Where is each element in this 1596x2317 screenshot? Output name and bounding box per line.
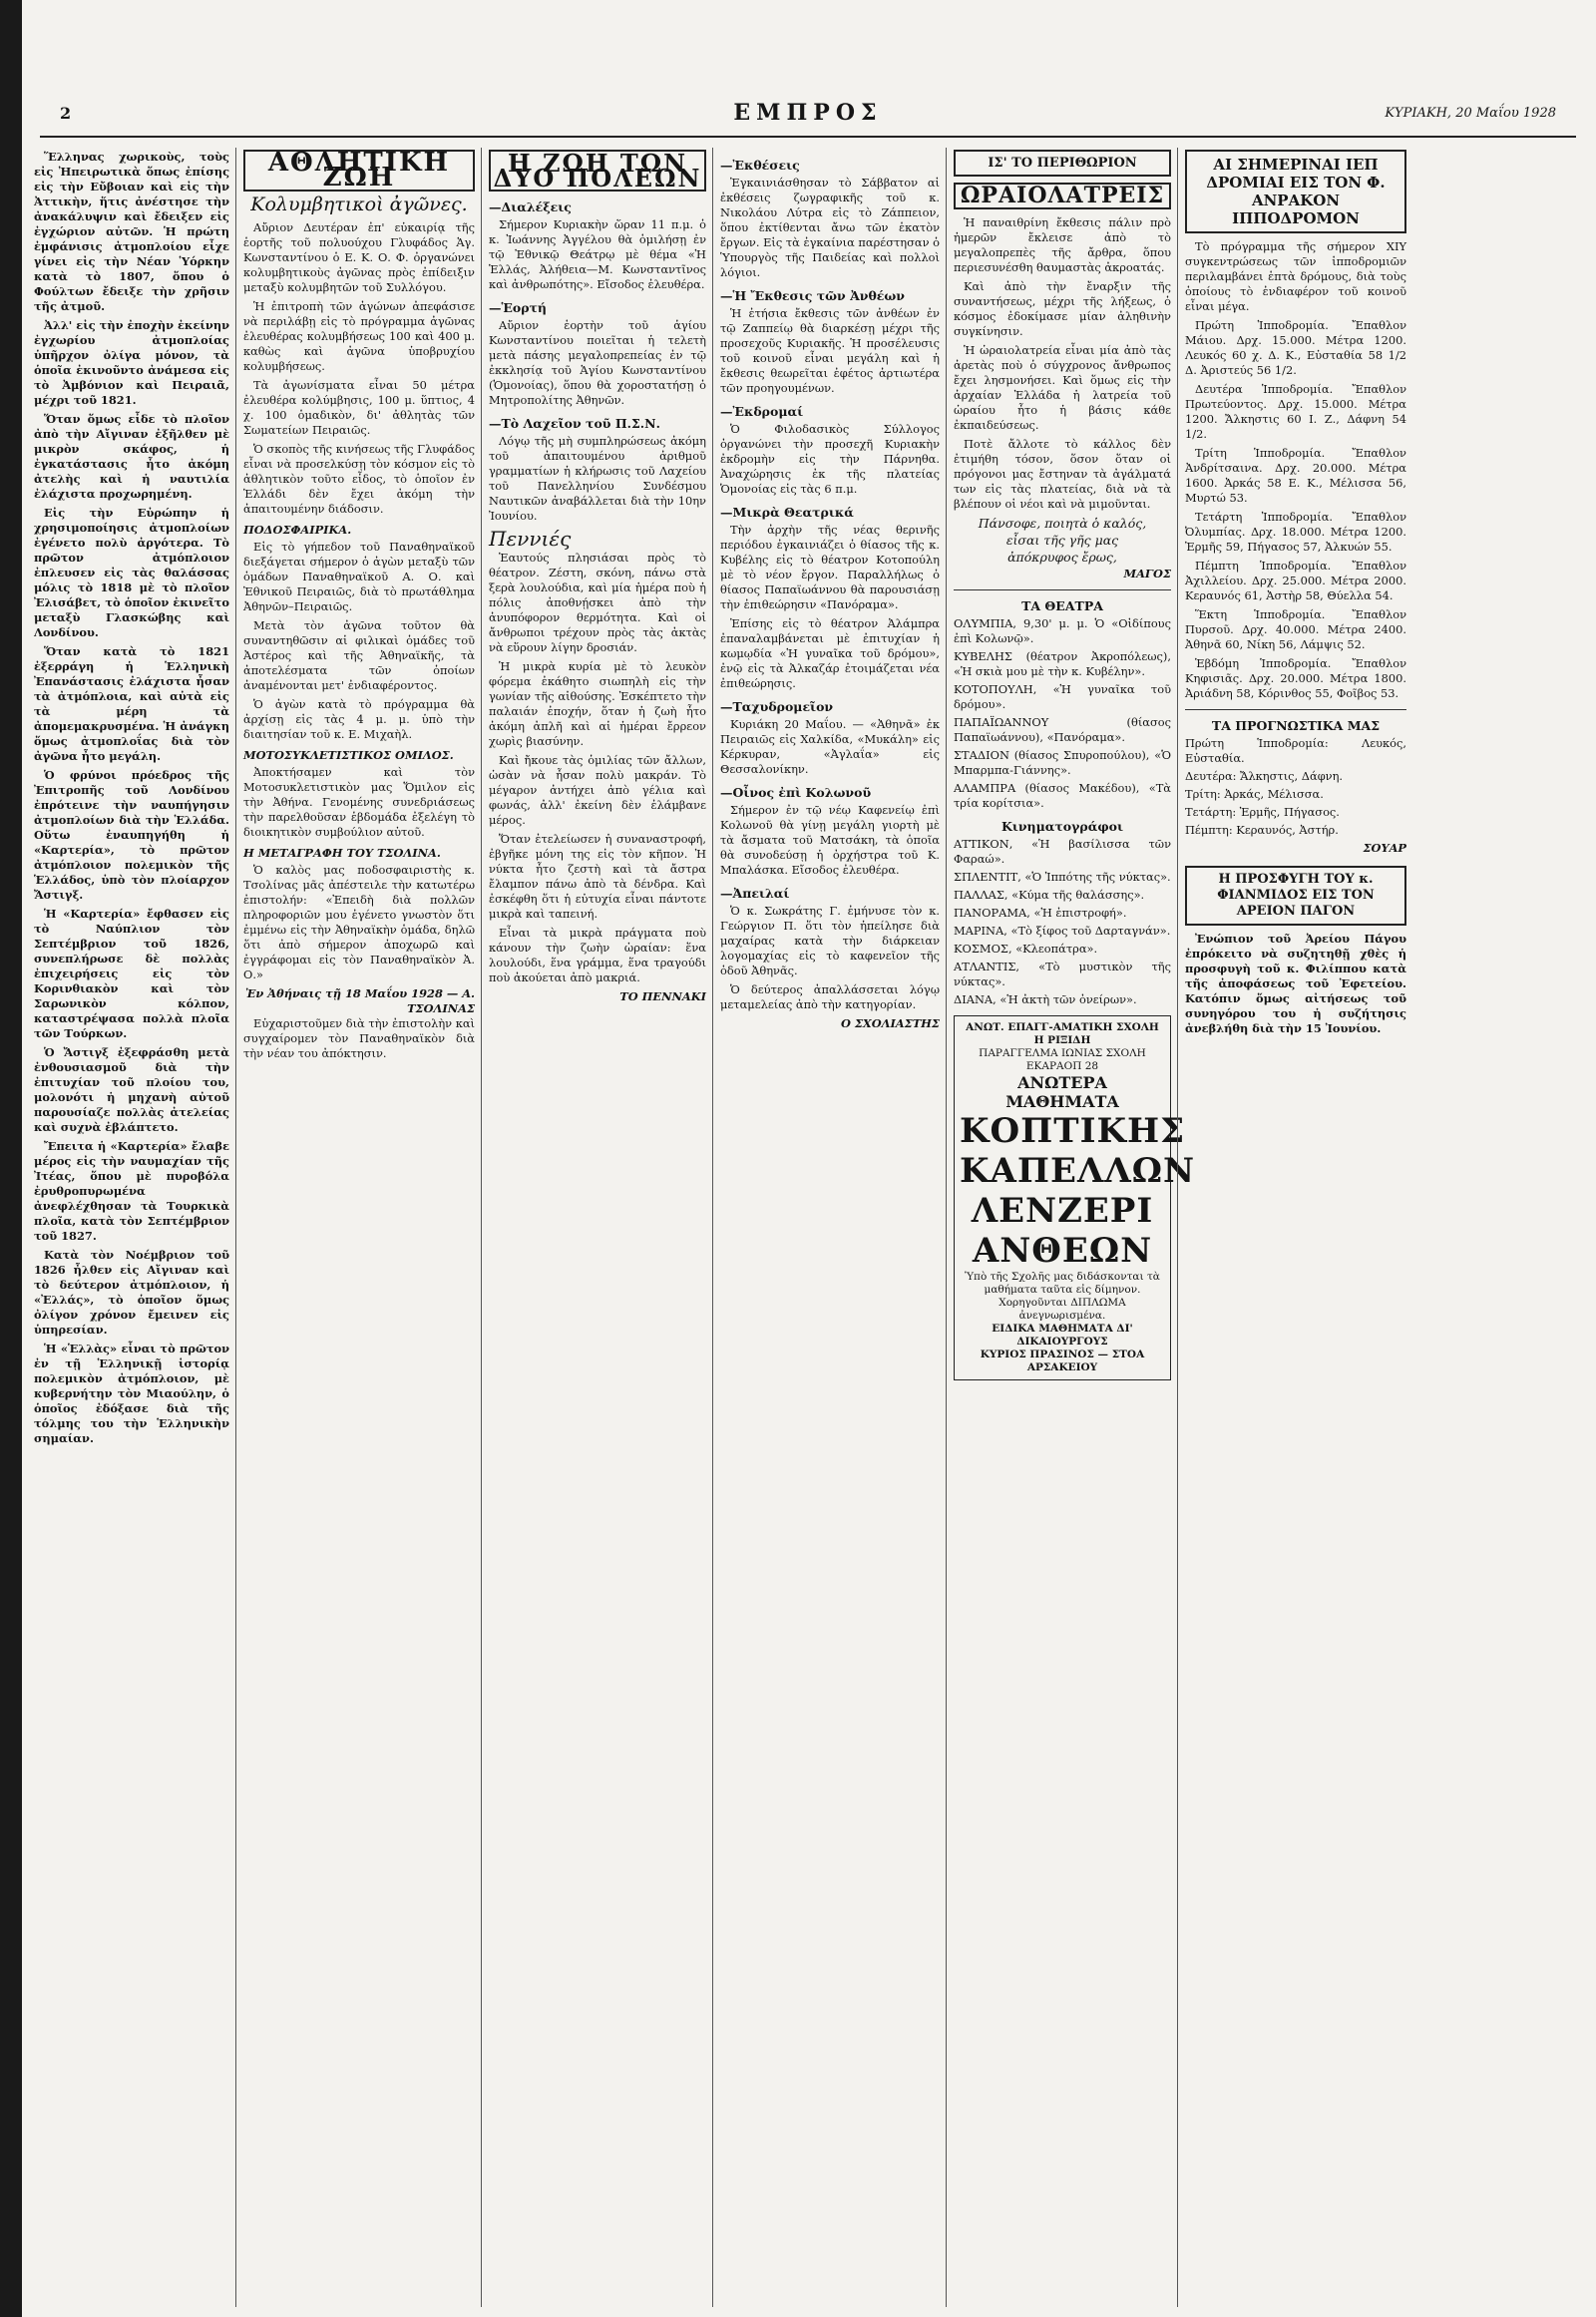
paragraph: Ἀποκτήσαμεν καὶ τὸν Μοτοσυκλετιστικὸν μας Ὅμιλον εἰς τὴν Ἀθήνα. Γενομένης συνεδριάσεως τὴν παρελθοῦσαν ἑβδομάδα ἐξελέγη τὸ διοικητικὸν συμβούλιον αὐτοῦ. xyxy=(243,765,475,839)
cinema-listing: ΔΙΑΝΑ, «Ἡ ἀκτὴ τῶν ὀνείρων». xyxy=(954,992,1137,1006)
paragraph: Εἰς τὸ γήπεδον τοῦ Παναθηναϊκοῦ διεξάγεται σήμερον ὁ ἀγὼν μεταξὺ τῶν ὁμάδων Παναθηναϊκοῦ Α. Ο. καὶ Ἐθνικοῦ Πειραιῶς, διὰ τὸ πρωτάθλημα Ἀθηνῶν–Πειραιῶς. xyxy=(243,540,475,613)
column-3-city-life xyxy=(489,150,706,2307)
signature: ΣΟΥΑΡ xyxy=(1363,841,1406,855)
article-title: ΩΡΑΙΟΛΑΤΡΕΙΣ xyxy=(954,183,1171,209)
heading-threats: —Ἀπειλαί xyxy=(720,886,790,901)
section-heading-margin: ΙΣ' ΤΟ ΠΕΡΙΘΩΡΙΟΝ xyxy=(954,150,1171,177)
theatre-listing: ΚΥΒΕΛΗΣ (θέατρον Ἀκροπόλεως), «Ἡ σκιὰ μου μὲ τὴν κ. Κυβέλην». xyxy=(954,649,1171,678)
heading-feast: —Ἑορτή xyxy=(489,300,548,315)
signature: ΜΑΓΟΣ xyxy=(1123,567,1171,580)
subheading-motorcycle-club: ΜΟΤΟΣΥΚΛΕΤΙΣΤΙΚΟΣ ΟΜΙΛΟΣ. xyxy=(243,748,454,762)
prediction-entry: Τετάρτη: Ἐρμῆς, Πήγασος. xyxy=(1185,805,1340,819)
newspaper-title: ΕΜΠΡΟΣ xyxy=(733,100,883,126)
paragraph: Μετὰ τὸν ἀγῶνα τοῦτον θὰ συναντηθῶσιν αἱ φιλικαὶ ὁμάδες τοῦ Ἀστέρος καὶ τῆς Ἀθηναϊκῆς, τὰ ἀποτελέσματα τῶν ὁποίων ἀναμένονται μετ' ἐνδιαφέροντος. xyxy=(243,618,475,692)
theatre-listing: ΣΤΑΔΙΟΝ (θίασος Σπυροπούλου), «Ὁ Μπαρμπα-Γιάννης». xyxy=(954,748,1171,777)
heading-lectures: —Διαλέξεις xyxy=(489,199,572,214)
theatre-listing: ΑΛΑΜΠΡΑ (θίασος Μακέδου), «Τὰ τρία κορίτσια». xyxy=(954,781,1171,810)
subheading-transfer: Η ΜΕΤΑΓΡΑΦΗ ΤΟΥ ΤΣΟΛΙΝΑ. xyxy=(243,846,441,860)
ad-course-title: ΑΝΘΕΩΝ xyxy=(972,1231,1153,1271)
paragraph: Σήμερον Κυριακὴν ὥραν 11 π.μ. ὁ κ. Ἰωάννης Ἀγγέλου θὰ ὁμιλήσῃ ἐν τῷ Ἐθνικῷ Θεάτρῳ μὲ θέμα «Ἡ Ἑλλάς, Ἀλήθεια—Μ. Κωνσταντῖνος καὶ ἀνθρωπότης». Εἴσοδος ἐλευθέρα. xyxy=(489,217,706,291)
ad-note: ΕΙΔΙΚΑ ΜΑΘΗΜΑΤΑ ΔΙ' ΔΙΚΑΙΟΥΡΓΟΥΣ xyxy=(992,1323,1133,1348)
scan-edge xyxy=(0,0,22,2317)
issue-date: ΚΥΡΙΑΚΗ, 20 Μαΐου 1928 xyxy=(1385,106,1556,121)
paragraph: Ὅταν ἐτελείωσεν ἡ συναναστροφή, ἐβγῆκε μόνη της εἰς τὸν κῆπον. Ἡ νύκτα ἦτο ζεστὴ καὶ τὰ ἄστρα ἔλαμπον πάνω ἀπὸ τὰ δένδρα. Καὶ ἐσκέφθη ὅτι ἡ εὐτυχία εἶναι πάντοτε μικρὰ καὶ ταπεινή. xyxy=(489,832,706,921)
masthead xyxy=(60,100,1556,136)
theatre-listing: ΚΟΤΟΠΟΥΛΗ, «Ἡ γυναῖκα τοῦ δρόμου». xyxy=(954,682,1171,711)
ad-heading: ΑΝΩΤΕΡΑ ΜΑΘΗΜΑΤΑ xyxy=(1005,1073,1119,1111)
article-title: Κολυμβητικοὶ ἀγῶνες. xyxy=(250,193,468,215)
paragraph: Ποτὲ ἄλλοτε τὸ κάλλος δὲν ἐτιμήθη τόσον, ὅσον ὅταν οἱ πρόγονοι μας ἔστηναν τὰ ἀγάλματά των εἰς τὰς πλατείας, διὰ νὰ τὰ βλέπουν οἱ νέοι καὶ νὰ μιμοῦνται. xyxy=(954,437,1171,511)
column-divider xyxy=(481,148,482,2307)
signature: ΤΟ ΠΕΝΝΑΚΙ xyxy=(619,989,706,1003)
heading-post: —Ταχυδρομεῖον xyxy=(720,699,834,714)
paragraph: Λόγῳ τῆς μὴ συμπληρώσεως ἀκόμη τοῦ ἀπαιτουμένου ἀριθμοῦ γραμματίων ἡ κλήρωσις τοῦ Λαχείου τοῦ Πανελληνίου Συνδέσμου Ναυτικῶν ἀναβάλλεται διὰ τὴν 10ην Ἰουνίου. xyxy=(489,434,706,523)
cinema-listing: ΚΟΣΜΟΣ, «Κλεοπάτρα». xyxy=(954,942,1098,956)
column-1-naval-history xyxy=(34,150,229,2307)
section-heading-city-life: Η ΖΩΗ ΤΩΝ ΔΥΟ ΠΟΛΕΩΝ xyxy=(489,150,706,192)
paragraph: Αὔριον ἑορτὴν τοῦ ἁγίου Κωνσταντίνου ποιεῖται ἡ τελετὴ μετὰ πάσης μεγαλοπρεπείας ἐν τῷ ἐκκλησίᾳ τοῦ Ἁγίου Κωνσταντίνου (Ὁμονοίας), ὅπου θὰ χοροστατήσῃ ὁ Μητροπολίτης Ἀθηνῶν. xyxy=(489,318,706,407)
section-heading-athletics: ΑΘΛΗΤΙΚΗ ΖΩΗ xyxy=(243,150,475,192)
heading-lottery: —Τὸ Λαχεῖον τοῦ Π.Σ.Ν. xyxy=(489,416,660,431)
cinema-listing: ΣΠΛΕΝΤΙΤ, «Ὁ Ἱππότης τῆς νύκτας». xyxy=(954,870,1171,884)
paragraph: Ὁ καλὸς μας ποδοσφαιριστὴς κ. Τσολίνας μᾶς ἀπέστειλε τὴν κατωτέρω ἐπιστολήν: «Ἐπειδὴ διὰ πολλῶν πληροφοριῶν μου ἐγένετο γνωστὸν ὅτι ἐμμένω εἰς τὴν Ἀθηναϊκὴν ὁμάδα, δηλῶ ὅτι ἀπὸ σήμερον ἀποχωρῶ καὶ ἐγγράφομαι εἰς τὸν Παναθηναϊκὸν Ἀ. Ο.» xyxy=(243,863,475,981)
paragraph: Ὁ φρύνοι πρόεδρος τῆς Ἐπιτροπῆς τοῦ Λονδίνου ἐπρότεινε τὴν ναυπήγησιν ἀτμοπλοίων διὰ τὴν Ἑλλάδα. Οὕτω ἐναυπηγήθη ἡ «Καρτερία», τὸ πρῶτον ἀτμόπλοιον πολεμικὸν τῆς Ἑλλάδος, ὑπὸ τὸν πλοίαρχον Ἄστιγξ. xyxy=(34,768,229,902)
paragraph: Ἐπίσης εἰς τὸ θέατρον Ἀλάμπρα ἐπαναλαμβάνεται μὲ ἐπιτυχίαν ἡ κωμῳδία «Ἡ γυναῖκα τοῦ δρόμου», ἐνῷ εἰς τὰ Ἀλκαζάρ ἐτοιμάζεται νέα ἐπιθεώρησις. xyxy=(720,616,940,690)
paragraph: Εἰς τὴν Εὐρώπην ἡ χρησιμοποίησις ἀτμοπλοίων ἐγένετο πολὺ ἀργότερα. Τὸ πρῶτον ἀτμόπλοιον ἐπλευσεν εἰς τὰς θαλάσσας μόλις τὸ 1818 μὲ τὸ πλοῖον Ἐλισάβετ, τὸ ὁποῖον ἐκινεῖτο μεταξὺ Γλασκώβης καὶ Λονδίνου. xyxy=(34,506,229,639)
paragraph: Καὶ ἀπὸ τὴν ἔναρξιν τῆς συναντήσεως, μέχρι τῆς λήξεως, ὁ κόσμος ἐδοκίμασε μίαν ἀληθινὴν συγκίνησιν. xyxy=(954,279,1171,338)
prediction-entry: Τρίτη: Ἀρκάς, Μέλισσα. xyxy=(1185,787,1324,801)
heading-theatres: ΤΑ ΘΕΑΤΡΑ xyxy=(1021,598,1103,613)
theatre-listing: ΟΛΥΜΠΙΑ, 9,30' μ. μ. Ὁ «Οἰδίπους ἐπὶ Κολωνῷ». xyxy=(954,616,1171,645)
heading-predictions: ΤΑ ΠΡΟΓΝΩΣΤΙΚΑ ΜΑΣ xyxy=(1211,718,1381,733)
column-divider xyxy=(235,148,236,2307)
verse-line: ἀπόκρυφος ἔρως, xyxy=(1007,550,1117,565)
race-entry: Τετάρτη Ἱπποδρομία. Ἔπαθλον Ὀλυμπίας. Δρχ. 18.000. Μέτρα 1200. Ἐρμῆς 59, Πήγασος 57, Ἀλκυών 55. xyxy=(1185,510,1406,554)
paragraph: Ὁ Φιλοδασικὸς Σύλλογος ὀργανώνει τὴν προσεχῆ Κυριακὴν ἐκδρομὴν εἰς τὴν Πάρνηθα. Ἀναχώρησις ἐκ τῆς πλατείας Ὁμονοίας εἰς τὰς 6 π.μ. xyxy=(720,422,940,496)
column-4-news xyxy=(720,150,940,2307)
section-heading-races: ΑΙ ΣΗΜΕΡΙΝΑΙ ΙΕΠ ΔΡΟΜΙΑΙ ΕΙΣ ΤΟΝ Φ. ΑΝΡΑΚΟΝ ΙΠΠΟΔΡΟΜΟΝ xyxy=(1185,150,1406,233)
cinema-listing: ΑΤΛΑΝΤΙΣ, «Τὸ μυστικὸν τῆς νύκτας». xyxy=(954,960,1171,988)
column-6-horse-racing xyxy=(1185,150,1406,2307)
paragraph: Τὸ πρόγραμμα τῆς σήμερον ΧΙΥ συγκεντρώσεως τῶν ἱπποδρομιῶν περιλαμβάνει ἑπτὰ δρόμους, διὰ τοὺς ὁποίους τὸ ἐνδιαφέρον τοῦ κοινοῦ εἶναι μέγα. xyxy=(1185,239,1406,313)
paragraph: Ἡ «Καρτερία» ἔφθασεν εἰς τὸ Ναύπλιον τὸν Σεπτέμβριον τοῦ 1826, συνεπλήρωσε δὲ πολλὰς ἐπιχειρήσεις εἰς τὸν Κορινθιακὸν καὶ τὸν Σαρωνικὸν κόλπον, καταστρέψασα πολλὰ πλοῖα τῶν Τούρκων. xyxy=(34,907,229,1040)
paragraph: Ἡ ἐπιτροπὴ τῶν ἀγώνων ἀπεφάσισε νὰ περιλάβῃ εἰς τὸ πρόγραμμα ἀγῶνας ἐλευθέρας κολυμβήσεως 100 καὶ 400 μ. καθὼς καὶ ἀγῶνα ὑποβρυχίου κολυμβήσεως. xyxy=(243,299,475,373)
letter-signature: Ἐν Ἀθήναις τῇ 18 Μαΐου 1928 — Α. ΤΣΟΛΙΝΑΣ xyxy=(244,986,475,1015)
paragraph: Ὁ κ. Σωκράτης Γ. ἐμήνυσε τὸν κ. Γεώργιον Π. ὅτι τὸν ἠπείλησε διὰ μαχαίρας κατὰ τὴν διάρκειαν λογομαχίας εἰς τὸ καφενεῖον τῆς ὁδοῦ Ἀθηνᾶς. xyxy=(720,904,940,977)
paragraph: Ἀλλ' εἰς τὴν ἐποχὴν ἐκείνην ἐγχωρίου ἀτμοπλοίας ὑπῆρχον ὀλίγα μόνον, τὰ ὁποῖα ἐκινοῦντο ἀνάμεσα εἰς τὸ Ἀμβόνιον καὶ Πειραιᾶ, μέχρι τοῦ 1821. xyxy=(34,318,229,407)
column-divider xyxy=(1177,148,1178,2307)
race-entry: Πέμπτη Ἱπποδρομία. Ἔπαθλον Ἀχιλλείου. Δρχ. 25.000. Μέτρα 2000. Κεραυνός 61, Ἀστὴρ 58, Θύελλα 54. xyxy=(1185,559,1406,602)
cinema-listing: ΑΤΤΙΚΟΝ, «Ἡ βασίλισσα τῶν Φαραώ». xyxy=(954,837,1171,866)
prediction-entry: Πέμπτη: Κεραυνός, Ἀστήρ. xyxy=(1185,823,1339,837)
heading-cinemas: Κινηματογράφοι xyxy=(1000,819,1124,834)
ad-footer: ΚΥΡΙΟΣ ΠΡΑΣΙΝΟΣ — ΣΤΟΑ ΑΡΣΑΚΕΙΟΥ xyxy=(980,1349,1145,1373)
paragraph: Ὁ ἀγὼν κατὰ τὸ πρόγραμμα θὰ ἀρχίσῃ εἰς τὰς 4 μ. μ. ὑπὸ τὴν διαιτησίαν τοῦ κ. Ε. Μιχαὴλ. xyxy=(243,697,475,741)
theatre-listing: ΠΑΠΑΪΩΑΝΝΟΥ (θίασος Παπαϊωάννου), «Πανόραμα». xyxy=(954,715,1171,744)
paragraph: Καὶ ἤκουε τὰς ὁμιλίας τῶν ἄλλων, ὡσὰν νὰ ἦσαν πολὺ μακράν. Τὸ μέγαρον ἀντήχει ἀπὸ γέλια καὶ φωνάς, ἀλλ' ἐκείνη δὲν ἐλάμβανε μέρος. xyxy=(489,753,706,827)
ad-course-title: ΚΟΠΤΙΚΗΣ xyxy=(960,1111,1186,1151)
race-entry: Τρίτη Ἱπποδρομία. Ἔπαθλον Ἀνδρίτσαινα. Δρχ. 20.000. Μέτρα 1600. Ἀρκάς 58 Ε. Κ., Μέλισσα 56, Μυρτώ 53. xyxy=(1185,446,1406,505)
paragraph: Ἡ παναιθρίνη ἔκθεσις πάλιν πρὸ ἡμερῶν ἔκλεισε ἀπὸ τὸ μεγαλοπρεπὲς τῆς ἄρθρα, ὅπου περιεσυνέσθη θαυμαστὰς ἀκροατάς. xyxy=(954,215,1171,274)
verse-line: εἶσαι τῆς γῆς μας xyxy=(1005,533,1119,548)
heading-exhibitions: —Ἐκθέσεις xyxy=(720,158,800,173)
paragraph: Ἐνώπιον τοῦ Ἀρείου Πάγου ἐπρόκειτο νὰ συζητηθῇ χθὲς ἡ προσφυγὴ τοῦ κ. Φιλίππου κατὰ τῆς ἀποφάσεως τοῦ Ἐφετείου. Κατόπιν ὅμως αἰτήσεως τοῦ συνηγόρου του ἡ συζήτησις ἀνεβλήθη διὰ τὴν 15 Ἰουνίου. xyxy=(1185,932,1406,1035)
race-entry: Ἕκτη Ἱπποδρομία. Ἔπαθλον Πυρσοῦ. Δρχ. 40.000. Μέτρα 2400. Ἀθηνᾶ 60, Νίκη 56, Λάμψις 52. xyxy=(1185,607,1406,651)
ad-address: ΠΑΡΑΓΓΕΛΜΑ ΙΩΝΙΑΣ ΣΧΟΛΗ ΕΚΑΡΑΟΠ 28 xyxy=(979,1047,1146,1072)
column-divider xyxy=(712,148,713,2307)
cinema-listing: ΜΑΡΙΝΑ, «Τὸ ξίφος τοῦ Δαρταγνάν». xyxy=(954,924,1171,938)
column-2-athletics xyxy=(243,150,475,2307)
paragraph: Ἐγκαινιάσθησαν τὸ Σάββατον αἱ ἐκθέσεις ζωγραφικῆς τοῦ κ. Νικολάου Λύτρα εἰς τὸ Ζάππειον, ὅπου ἐκτίθενται ἄνω τῶν ἑκατὸν ἔργων. Εἰς τὰ ἐγκαίνια παρέστησαν ὁ Ὑπουργὸς τῆς Παιδείας καὶ πολλοὶ λόγιοι. xyxy=(720,176,940,279)
heading-wine: —Οἶνος ἐπὶ Κολωνοῦ xyxy=(720,785,872,800)
school-advertisement xyxy=(954,1015,1196,1380)
paragraph: Ἡ «Ἑλλὰς» εἶναι τὸ πρῶτον ἐν τῇ Ἑλληνικῇ ἱστορίᾳ πολεμικὸν ἀτμόπλοιον, μὲ κυβερνήτην τὸν Μιαούλην, ὁ ὁποῖος ἐδόξασε διὰ τῆς τόλμης του τὴν Ἑλληνικὴν σημαίαν. xyxy=(34,1342,229,1445)
paragraph: Εὐχαριστοῦμεν διὰ τὴν ἐπιστολὴν καὶ συγχαίρομεν τὸν Παναθηναϊκὸν διὰ τὴν νέαν του ἀπόκτησιν. xyxy=(243,1016,475,1060)
ad-text: Ὑπὸ τῆς Σχολῆς μας διδάσκονται τὰ μαθήματα ταῦτα εἰς δίμηνον. Χορηγοῦνται ΔΙΠΛΩΜΑ ἀνεγνωρισμένα. xyxy=(965,1271,1160,1322)
paragraph: Ὁ σκοπὸς τῆς κινήσεως τῆς Γλυφάδος εἶναι νὰ προσελκύσῃ τὸν κόσμον εἰς τὸ ἀθλητικὸν τοῦτο εἶδος, τὸ ὁποῖον ἐν Ἑλλάδι δὲν ἔχει ἀκόμη τὴν ἀπαιτουμένην διάδοσιν. xyxy=(243,442,475,516)
paragraph: Κυριάκη 20 Μαΐου. — «Ἀθηνᾶ» ἐκ Πειραιῶς εἰς Χαλκίδα, «Μυκάλη» εἰς Κέρκυραν, «Ἀγλαΐα» εἰς Θεσσαλονίκην. xyxy=(720,717,940,776)
page-number: 2 xyxy=(60,104,72,123)
cinema-listing: ΠΑΛΛΑΣ, «Κύμα τῆς θαλάσσης». xyxy=(954,888,1145,902)
subheading-football: ΠΟΔΟΣΦΑΙΡΙΚΑ. xyxy=(243,523,352,537)
masthead-rule xyxy=(40,136,1576,138)
paragraph: Ὁ Ἄστιγξ ἐξεφράσθη μετὰ ἐνθουσιασμοῦ διὰ τὴν ἐπιτυχίαν τοῦ πλοίου του, μολονότι ἡ μηχανὴ αὐτοῦ παρουσίαζε πολλὰς ἀτελείας καὶ συχνὰ ἐβλάπτετο. xyxy=(34,1045,229,1134)
ad-course-title: ΛΕΝΖΕΡΙ xyxy=(971,1191,1154,1231)
verse-line: Πάνσοφε, ποιητὰ ὁ καλός, xyxy=(978,516,1147,531)
heading-appeal: Η ΠΡΟΣΦΥΓΗ ΤΟΥ κ. ΦΙΑΝΜΙΔΟΣ ΕΙΣ ΤΟΝ ΑΡΕΙΟΝ ΠΑΓΟΝ xyxy=(1185,866,1406,926)
paragraph: Ἔπειτα ἡ «Καρτερία» ἔλαβε μέρος εἰς τὴν ναυμαχίαν τῆς Ἰτέας, ὅπου μὲ πυροβόλα ἐρυθροπυρωμένα ἀνεφλέχθησαν τὰ Τουρκικὰ πλοῖα, κατὰ τὸν Σεπτέμβριον τοῦ 1827. xyxy=(34,1139,229,1243)
paragraph: Κατὰ τὸν Νοέμβριον τοῦ 1826 ἦλθεν εἰς Αἴγιναν καὶ τὸ δεύτερον ἀτμόπλοιον, ἡ «Ἐλλάς», τὸ ὁποῖον ὅμως ὀλίγον χρόνον ἔμεινεν εἰς ὑπηρεσίαν. xyxy=(34,1248,229,1337)
paragraph: Ὅταν κατὰ τὸ 1821 ἐξερράγη ἡ Ἑλληνικὴ Ἐπανάστασις ἐλάχιστα ἦσαν τὰ ἀτμόπλοια, καὶ αὐτὰ εἰς τὰ μέρη τὰ ἀπομεμακρυσμένα. Ἡ ἀνάγκη ὅμως ἀτμοπλοΐας διὰ τὸν ἀγῶνα ἦτο μεγάλη. xyxy=(34,644,229,763)
paragraph: Τὰ ἀγωνίσματα εἶναι 50 μέτρα ἐλευθέρα κολύμβησις, 100 μ. ὕπτιος, 4 χ. 100 ὁμαδικὸν, δι' ἀθλητὰς τῶν Σωματείων Πειραιῶς. xyxy=(243,378,475,437)
paragraph: Ἑαυτούς πλησιάσαι πρὸς τὸ θέατρον. Ζέστη, σκόνη, πάνω στὰ ξερὰ λουλούδια, καὶ μία ἡμέρα ποὺ ἡ πόλις ἀποθνῄσκει ἀπὸ τὴν ἀνυπόφορον θερμότητα. Καὶ οἱ ἄνθρωποι τρέχουν πρὸς τὰς ἀκτὰς νὰ εὕρουν λίγην δροσιάν. xyxy=(489,551,706,654)
paragraph: Ἡ ὡραιολατρεία εἶναι μία ἀπὸ τὰς ἀρετὰς ποὺ ὁ σύγχρονος ἄνθρωπος ἔχει λησμονήσει. Καὶ ὅμως εἰς τὴν ἀρχαίαν Ἑλλάδα ἡ λατρεία τοῦ ὡραίου ἦτο ἡ βάσις κάθε ἐκπαιδεύσεως. xyxy=(954,343,1171,432)
paragraph: Ἡ μικρὰ κυρία μὲ τὸ λευκὸν φόρεμα ἐκάθητο σιωπηλὴ εἰς τὴν γωνίαν τῆς αἰθούσης. Ἐσκέπτετο τὴν παλαιάν ἐποχήν, ὅταν ἡ ζωὴ ἦτο ἀκόμη ἀπλῆ καὶ αἱ ἡμέραι ἔρρεον χωρὶς βιασύνην. xyxy=(489,659,706,748)
heading-theatre-notes: —Μικρὰ Θεατρικά xyxy=(720,505,854,520)
ad-course-title: ΚΑΠΕΛΛΩΝ xyxy=(960,1151,1196,1191)
race-entry: Ἑβδόμη Ἱπποδρομία. Ἔπαθλον Κηφισιᾶς. Δρχ. 20.000. Μέτρα 1800. Ἀριάδνη 58, Κόρινθος 55, Φοῖβος 53. xyxy=(1185,656,1406,700)
ad-school-name: ΑΝΩΤ. ΕΠΑΓΓ-ΑΜΑΤΙΚΗ ΣΧΟΛΗ Η ΡΙΞΙΔΗ xyxy=(966,1021,1159,1046)
paragraph: Τὴν ἀρχὴν τῆς νέας θερινῆς περιόδου ἐγκαινιάζει ὁ θίασος τῆς κ. Κυβέλης εἰς τὸ θέατρον Κοτοπούλη μὲ τὸ νέον ἔργον. Παραλλήλως ὁ θίασος Παπαϊωάννου θὰ παρουσιάσῃ τὴν ἐπιθεώρησιν «Πανόραμα». xyxy=(720,523,940,611)
race-entry: Πρώτη Ἱπποδρομία. Ἔπαθλον Μάιου. Δρχ. 15.000. Μέτρα 1200. Λευκός 60 χ. Δ. Κ., Εὐσταθία 58 1/2 Δ. Ἀριστεύς 56 1/2. xyxy=(1185,318,1406,377)
prediction-entry: Πρώτη Ἱπποδρομία: Λευκός, Εὐσταθία. xyxy=(1185,736,1406,765)
heading-flower-show: —Ἡ Ἔκθεσις τῶν Ἀνθέων xyxy=(720,288,905,303)
cinema-listing: ΠΑΝΟΡΑΜΑ, «Ἡ ἐπιστροφή». xyxy=(954,906,1127,920)
paragraph: Ὅταν ὅμως εἶδε τὸ πλοῖον ἀπὸ τὴν Αἴγιναν ἐξῆλθεν μὲ μικρὸν σκάφος, ἡ ἐγκατάστασις ἦτο ἀκόμη ἀτελὴς καὶ ἡ ναυτιλία ἐλάχιστα προχωρημένη. xyxy=(34,412,229,501)
paragraph: Σήμερον ἐν τῷ νέῳ Καφενείῳ ἐπὶ Κολωνοῦ θὰ γίνῃ μεγάλη γιορτὴ μὲ τὰ ἄσματα τοῦ Ματσάκη, τὰ ὁποῖα θὰ συνοδεύσῃ ἡ ὀρχήστρα τοῦ Κ. Μπαλάσκα. Εἴσοδος ἐλευθέρα. xyxy=(720,803,940,877)
paragraph: Ὁ δεύτερος ἀπαλλάσσεται λόγῳ μεταμελείας ἀπὸ τὴν κατηγορίαν. xyxy=(720,982,940,1011)
prediction-entry: Δευτέρα: Ἄλκηστις, Δάφνη. xyxy=(1185,769,1344,783)
signature: Ο ΣΧΟΛΙΑΣΤΗΣ xyxy=(840,1016,940,1030)
feuilleton-title: Πεννιές xyxy=(489,527,572,551)
race-entry: Δευτέρα Ἱπποδρομία. Ἔπαθλον Πρωτεύοντος. Δρχ. 15.000. Μέτρα 1200. Ἄλκηστις 60 Ι. Ζ., Δάφνη 54 1/2. xyxy=(1185,382,1406,441)
paragraph: Ἡ ἐτήσια ἔκθεσις τῶν ἀνθέων ἐν τῷ Ζαππείῳ θὰ διαρκέσῃ μέχρι τῆς προσεχοῦς Κυριακῆς. Ἡ προσέλευσις τοῦ κοινοῦ εἶναι μεγάλη καὶ ἡ ἔκθεσις θεωρεῖται ἐφέτος ἀρτιωτέρα τῶν προηγουμένων. xyxy=(720,306,940,395)
column-divider xyxy=(946,148,947,2307)
paragraph: Αὔριον Δευτέραν ἐπ' εὐκαιρίᾳ τῆς ἑορτῆς τοῦ πολυούχου Γλυφάδος Ἁγ. Κωνσταντίνου ὁ Ε. Κ. Ο. Φ. ὀργανώνει κολυμβητικοὺς ἀγῶνας πρὸς ἐπίδειξιν μεταξὺ κολυμβητῶν τοῦ Συλλόγου. xyxy=(243,220,475,294)
column-5-margin xyxy=(954,150,1196,2307)
paragraph: Ἕλληνας χωρικοὺς, τοὺς εἰς Ἠπειρωτικὰ ὅπως ἐπίσης εἰς τὴν Εὔβοιαν καὶ εἰς τὴν Ἀττικὴν, ἥτις ἀνέστησε τὴν ἀνακάλυψιν καὶ ἔδειξεν εἰς ἐγχώριον αὐτῶν. Ἡ πρώτη ἐμφάνισις ἀτμοπλοίου εἶχε γίνει εἰς τὴν Νέαν Ὑόρκην κατὰ τὸ 1807, ὅπου ὁ Φούλτων ἔδειξε τὴν χρῆσιν τῆς ἀτμοῦ. xyxy=(34,150,229,313)
heading-excursions: —Ἐκδρομαί xyxy=(720,404,804,419)
paragraph: Εἶναι τὰ μικρὰ πράγματα ποὺ κάνουν τὴν ζωὴν ὡραίαν: ἕνα λουλούδι, ἕνα γράμμα, ἕνα τραγούδι ποὺ ἀκούεται ἀπὸ μακριά. xyxy=(489,926,706,984)
